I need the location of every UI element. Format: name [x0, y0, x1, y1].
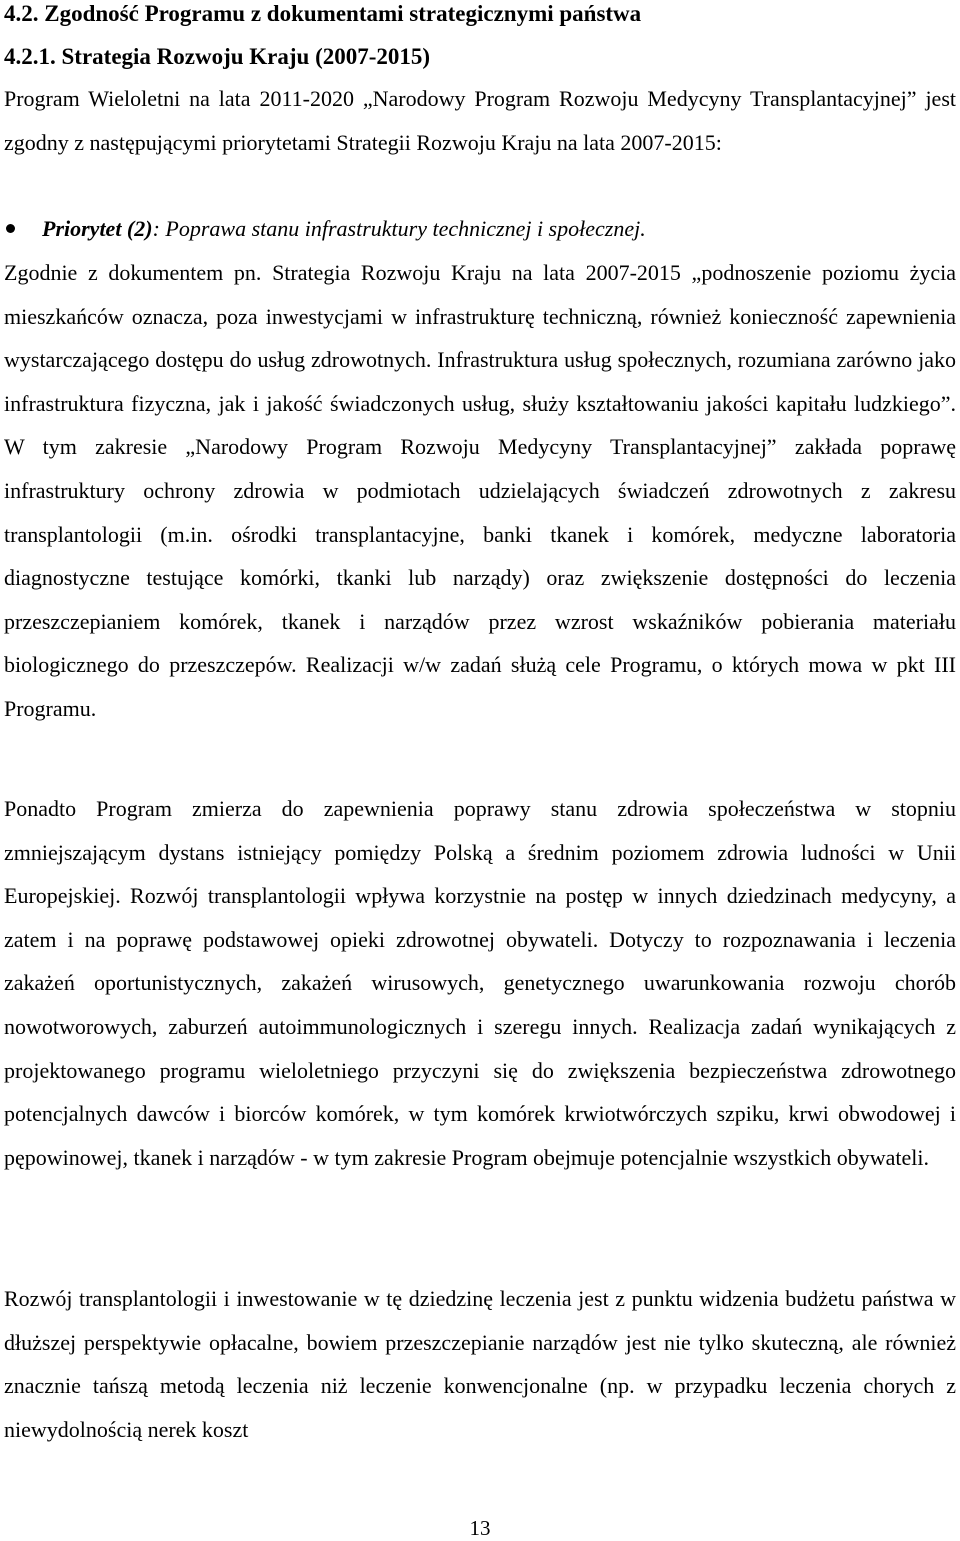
- section-heading: 4.2. Zgodność Programu z dokumentami strategicznymi państwa: [4, 1, 642, 26]
- bullet-text: [42, 217, 646, 241]
- bullet-icon: [6, 224, 15, 233]
- subsection-heading: 4.2.1. Strategia Rozwoju Kraju (2007-2015): [4, 44, 431, 69]
- paragraph-health-improvement: Ponadto Program zmierza do zapewnienia poprawy stanu zdrowia społeczeństwa w stopniu zmniejszającym dystans istniejący pomiędzy Polską a średnim poziomem zdrowia ludności w Unii Europejskiej. Rozwój transplantologii wpływa korzystnie na postęp w innych dziedzinach medycyny, a zatem i na poprawę podstawowej opieki zdrowotnej obywateli. Dotyczy to rozpoznawania i leczenia zakażeń oportunistycznych, zakażeń wirusowych, genetycznego uwarunkowania rozwoju chorób nowotworowych, zaburzeń autoimmunologicznych i szeregu innych. Realizacja zadań wynikających z projektowanego programu wieloletniego przyczyni się do zwiększenia bezpieczeństwa zdrowotnego potencjalnych dawców i biorców komórek, w tym komórek krwiotwórczych szpiku, krwi obwodowej i pępowinowej, tkanek i narządów - w tym zakresie Program obejmuje potencjalnie wszystkich obywateli.: [4, 796, 956, 1170]
- bullet-list-item: [0, 210, 960, 250]
- paragraph-budget: Rozwój transplantologii i inwestowanie w tę dziedzinę leczenia jest z punktu widzenia budżetu państwa w dłuższej perspektywie opłacalne, bowiem przeszczepianie narządów jest nie tylko skuteczną, ale również znacznie tańszą metodą leczenia niż leczenie konwencjonalne (np. w przypadku leczenia chorych z niewydolnością nerek koszt: [4, 1286, 956, 1442]
- page-number: 13: [469, 1516, 491, 1540]
- intro-paragraph: Program Wieloletni na lata 2011-2020 „Narodowy Program Rozwoju Medycyny Transplantacyjnej” jest zgodny z następującymi priorytetami Strategii Rozwoju Kraju na lata 2007-2015:: [4, 86, 956, 155]
- bullet-description: : Poprawa stanu infrastruktury technicznej i społecznej.: [152, 216, 646, 241]
- paragraph-strategy-quote: Zgodnie z dokumentem pn. Strategia Rozwoju Kraju na lata 2007-2015 „podnoszenie poziomu życia mieszkańców oznacza, poza inwestycjami w infrastrukturę techniczną, również konieczność zapewnienia wystarczającego dostępu do usług zdrowotnych. Infrastruktura usług społecznych, rozumiana zarówno jako infrastruktura fizyczna, jak i jakość świadczonych usług, służy kształtowaniu jakości kapitału ludzkiego”. W tym zakresie „Narodowy Program Rozwoju Medycyny Transplantacyjnej” zakłada poprawę infrastruktury ochrony zdrowia w podmiotach udzielających świadczeń zdrowotnych z zakresu transplantologii (m.in. ośrodki transplantacyjne, banki tkanek i komórek, medyczne laboratoria diagnostyczne testujące komórki, tkanki lub narządy) oraz zwiększenie dostępności do leczenia przeszczepianiem komórek, tkanek i narządów przez wzrost wskaźników pobierania materiału biologicznego do przeszczepów. Realizacji w/w zadań służą cele Programu, o których mowa w pkt III Programu.: [4, 260, 956, 721]
- bullet-label: Priorytet (2): [42, 216, 153, 241]
